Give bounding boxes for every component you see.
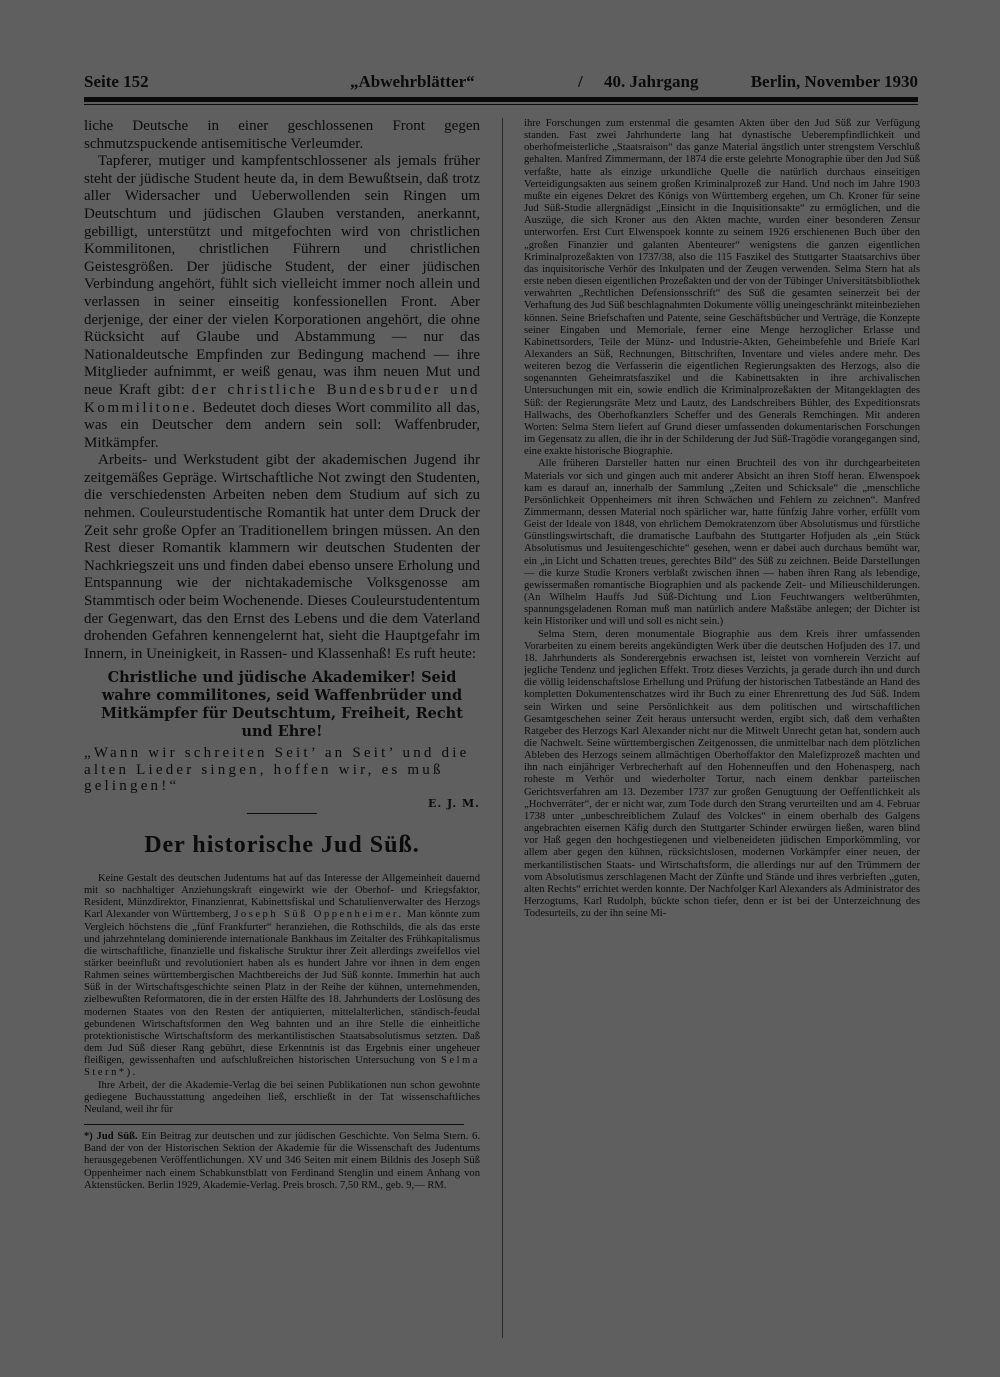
volume: 40. Jahrgang xyxy=(604,72,699,91)
journal-title: „Abwehrblätter“ xyxy=(350,72,475,91)
paragraph-text: Man könnte zum Vergleich höchstens die „fünf Frankfurter“ heranziehen, die Rothschilds, die als das erste und jahrzehntelang dominierende internationale Bankhaus im Zeitalter des Frühkapitalismus die wirtschaftliche, finanzielle und fiskalische Struktur ihrer Zeit allerdings zweifellos viel stärker beeinflußt und revolutioniert haben als es hundert Jahre vor ihnen in dem engen Rahmen seines württembergischen Machtbereichs der Jud Süß konnte. Immerhin hat auch Süß in der Wirtschaftsgeschichte seinen Platz in der Reihe der kühnen, unternehmenden, zielbewußten Reformatoren, die in der ersten Hälfte des 18. Jahrhunderts der Loslösung des modernen Staates von den Resten der antiquierten, mittelalterlichen, ständisch-feudal gebundenen Wirtschaftsformen den Weg bahnten und an ihre Stelle die einheitliche protektionistische Wirtschaftsform des merkantilistischen Staatsabsolutismus setzten. Daß dem Jud Süß dieser Rang gebührt, diese Erkenntnis ist das Ergebnis einer ungeheuer fleißigen, gewissenhaften und aufschlußreichen historischen Untersuchung von xyxy=(84,909,480,1067)
author-signature: E. J. M. xyxy=(427,796,480,810)
paragraph: Alle früheren Darsteller hatten nur einen Bruchteil des von ihr durchgearbeiteten Materials vor sich und gingen auch mit anderer Absicht an ihren Stoff heran. Elwenspoek kam es darauf an, innerhalb der Sammlung „Zeiten und Schicksale“ die „menschliche Persönlichkeit Oppenheimers mit ihren Schwächen und Fehlern zu zeichnen“. Manfred Zimmermann, dessen Material noch spärlicher war, hatte fünfzig Jahre vorher, erfüllt vom Geist der Ideale von 1848, von ehrlichem Demokratenzorn über Absolutismus und fürstliche Günstlingswirtschaft, die dramatische Laufbahn des Stuttgarter Hofjuden als „ein Stück Absolutismus und Jesuitengeschichte“ gesehen, wenn er dabei auch durchaus bemüht war, ein „in Licht und Schatten treues, gerechtes Bild“ des Süß zu zeichnen. Beide Darstellungen — die kurze Studie Kroners verblaßt zwischen ihnen — haben ihren Rang als lebendige, gewissermaßen romantische Biographien und als packende Zeit- und Milieuschilderungen. (An Wilhelm Hauffs Jud Süß-Dichtung und Lion Feuchtwangers weltberühmten, spannungsgeladenen Roman muß man natürlich andere Maßstäbe anlegen; der Dichter ist kein Historiker und will und soll es nicht sein.) xyxy=(524,458,920,628)
header-rule-thin xyxy=(84,104,918,105)
page-number: Seite 152 xyxy=(84,72,149,91)
footnote-rule xyxy=(84,1124,464,1125)
emphasized-name: Selma Stern*). xyxy=(84,1055,480,1079)
header-rule xyxy=(84,97,918,102)
paragraph: Ihre Arbeit, der die Akademie-Verlag die bei seinen Publikationen nun schon gewohnte gediegene Buchausstattung angedeihen ließ, erschließt in der Tat wissenschaftliches Neuland, weil ihr für xyxy=(84,1079,480,1115)
paragraph: Selma Stern, deren monumentale Biographie aus dem Kreis ihrer umfassenden Vorarbeiten zu einem bereits angekündigten Werk über die deutschen Hofjuden des 17. und 18. Jahrhunderts als Sonderergebnis erwachsen ist, leistet von vornherein Verzicht auf jegliche Tendenz und jeglichen Effekt. Trotz dieses Verzichts, ja gerade durch ihn und durch die völlig leidenschaftslose Erhellung und Prüfung der historischen Tatbestände an Hand des kompletten Dokumentenschatzes wird ihr Buch zu einer Ehrenrettung des Jud Süß. Indem sein Wirken und seine Persönlichkeit aus dem politischen und wirtschaftlichen Gesamtgeschehen seiner Zeit heraus untersucht werden, ergibt sich, daß dem verhaßten Ratgeber des Herzogs Karl Alexander nicht nur die Mitwelt Unrecht getan hat, sondern auch die Nachwelt. Seine württembergischen Zeitgenossen, die unmittelbar nach dem plötzlichen Ableben des Herzogs seinem allmächtigen Oberhoffaktor den Malefizprozeß machten und ihn nach einjähriger Verbrecherhaft auf den Hohenneuffen und den Hohenasperg, nach roheste m Verhör und wiederholter Tortur, nach einem denkbar parteiischen Gerichtsverfahren am 13. Dezember 1737 zur großen Genugtuung der Oeffentlichkeit als „Hochverräter“, der er nicht war, zum Tode durch den Strang verurteilten und am 4. Februar 1738 unter „unbeschreiblichem Zulauf des Volckes“ in einem oberhalb des Galgens angebrachten eisernen Käfig durch den Stuttgarter Schinder erwürgen ließen, waren blind vor Haß gegen den hochgestiegenen und vielbeneideten jüdischen Emporkömmling, vor allem aber gegen den kühnen, rücksichtslosen, modernen Vorkämpfer einer neuen, der merkantilistischen Staats- und Wirtschaftsform, die allerdings nur auf den Trümmern der vom Absolutismus zerschlagenen Macht der Zünfte und Stände und ihres verbrieften „guten, alten Rechts“ errichtet werden konnte. Der Nachfolger Karl Alexanders als Administrator des Herzogtums, Karl Rudolph, bückte schon tiefer, denn er ist bei der Unterzeichnung des Todesurteils, zu der ihn seine Mi- xyxy=(524,628,920,920)
footnote xyxy=(84,1131,480,1192)
emphasized-name: Joseph Süß Oppenheimer. xyxy=(234,909,404,921)
paragraph-text: Bedeutet doch dieses Wort commilito all das, was ein Deutscher dem andern sein soll: Waffenbruder, Mitkämpfer. xyxy=(84,399,480,451)
paragraph: liche Deutsche in einer geschlossenen Front gegen schmutzspuckende antisemitische Verleumder. xyxy=(84,118,480,152)
callout-text: Christliche und jüdische Akademiker! Seid wahre commilitones, seid Waffenbrüder und Mitkämpfer für Deutschtum, Freiheit, Recht und Ehre! xyxy=(101,669,463,741)
paragraph: Arbeits- und Werkstudent gibt der akademischen Jugend ihr zeitgemäßes Gepräge. Wirtschaftliche Not zwingt den Studenten, die verschiedensten Arbeiten neben dem Studium auf sich zu nehmen. Couleurstudentische Romantik hat unter dem Druck der Zeit sehr große Opfer an Traditionellem bringen müssen. An den Rest dieser Romantik klammern wir deutschen Studenten der Nachkriegszeit uns und finden dabei ebenso unsere Erholung und Entspannung wie der nichtakademische Volksgenosse am Stammtisch oder beim Wochenende. Dieses Couleurstudententum der Gegenwart, das den Ernst des Lebens und die dem Vaterland drohenden Gefahren kennengelernt hat, sieht die Hauptgefahr im Innern, in Uneinigkeit, in Rassen- und Klassenhaß! Es ruft heute: xyxy=(84,452,480,662)
right-column xyxy=(524,118,920,1338)
poem-quote: „Wann wir schreiten Seit’ an Seit’ und die alten Lieder singen, hoffen wir, es muß gelingen!“ xyxy=(84,745,470,795)
place-date: Berlin, November 1930 xyxy=(750,72,918,91)
paragraph xyxy=(84,873,480,1080)
emphasized-text: der christliche Bundesbruder und Kommilitone. xyxy=(84,381,480,416)
column-divider xyxy=(502,118,503,1338)
section-title: Der historische Jud Süß. xyxy=(144,831,420,858)
paragraph: ihre Forschungen zum erstenmal die gesamten Akten über den Jud Süß zur Verfügung standen. Fast zwei Jahrhunderte lang hat dynastische Ueberempfindlichkeit und oberhofmeisterliche „Staatsraison“ das ganze Material ängstlich unter strengstem Verschluß gehalten. Manfred Zimmermann, der 1874 die erste gelehrte Monographie über den Jud Süß verfaßte, hatte als einzige urkundliche Quelle die natürlich durchaus einseitigen Verteidigungsakten aus seinem großen Kriminalprozeß zur Hand. Und noch im Jahre 1903 mußte ein eigenes Dekret des Königs von Württemberg ergehen, um Ch. Kroner für seine Jud Süß-Studie allergnädigst „Einsicht in die Inquisitionsakte“ zu ermöglichen, und die Auszüge, die sich Kroner aus den Akten machte, wurden einer besonderen Zensur unterworfen. Erst Curt Elwenspoek konnte zu seinem 1926 erschienenen Buch über den „großen Finanzier und galanten Abenteurer“ wenigstens die ganzen eigentlichen Kriminalprozeßakten von 1737/38, also die 115 Faszikel des Stuttgarter Staatsarchivs über das inquisitorische Verhör des Inkulpaten und der Zeugen verwenden. Selma Stern hat als erste neben diesen eigentlichen Prozeßakten und der von der Tübinger Universitätsbibliothek verwahrten „Rechtlichen Defensionsschrift“ des Süß die gesamten seinerzeit bei der Verhaftung des Jud Süß beschlagnahmten Dokumente völlig uneingeschränkt miteinbeziehen können. Seine Briefschaften und Patente, seine Geschäftsbücher und Verträge, die Konzepte seiner Eingaben und Memoriale, ferner eine Menge herzoglicher Erlasse und Kabinettsorders, Teile der Münz- und Industrie-Akten, Geheimbefehle und Briefe Karl Alexanders an Süß, Rechnungen, Bittschriften, Inventare und vieles andere mehr. Des weiteren bezog die Verfasserin die eigentlichen Regierungsakten des Herzogs, also die sogenannten Geheimratsfaszikel und die Kabinettsakten in ihre archivalischen Untersuchungen mit ein, sowie endlich die Kriminalprozeßakten der Mitangeklagten des Süß: der Regierungsräte Metz und Lautz, des Landschreibers Bühler, des Expeditionsrats Hallwachs, des Oberhofkanzlers Scheffer und des Generals Remchingen. Mit anderen Worten: Selma Stern liefert auf Grund dieser umfassenden dokumentarischen Forschungen im Gegensatz zu allen, die ihr in der Schilderung der Jud Süß-Tragödie vorangegangen sind, eine exakte historische Biographie. xyxy=(524,118,920,458)
paragraph xyxy=(84,153,480,452)
paragraph-text: Tapferer, mutiger und kampfentschlossener als jemals früher steht der jüdische Student heute da, in dem Bewußtsein, daß trotz aller Widersacher und Ueberwollenden sein Ringen um Deutschtum und jüdischen Glauben verstanden, anerkannt, gebilligt, unterstützt und mitgefochten wird von christlichen Kommilitonen, christlichen Führern und christlichen Geistesgrößen. Der jüdische Student, der einer jüdischen Verbindung angehört, fühlt sich vielleicht immer noch allein und verlassen in seiner einseitig konfessionellen Front. Aber derjenige, der einer der vielen Korporationen angehört, die ohne Rücksicht auf Glaube und Abstammung — nur das Nationaldeutsche Empfinden zur Bedingung machend — ihre Mitglieder aufnimmt, er weiß genau, was ihm neuen Mut und neue Kraft gibt: xyxy=(84,153,480,398)
footnote-text: Ein Beitrag zur deutschen und zur jüdischen Geschichte. Von Selma Stern. 6. Band der von der Historischen Sektion der Akademie für die Wissenschaft des Judentums herausgegebenen Veröffentlichungen. XV und 346 Seiten mit einem Bildnis des Joseph Süß Oppenheimer nach einem Schabkunstblatt von Ferdinand Stenglin und einem Anhang von Aktenstücken. Berlin 1929, Akademie-Verlag. Preis brosch. 7,50 RM., geb. 9,— RM. xyxy=(84,1131,480,1191)
left-column xyxy=(84,118,480,1338)
footnote-marker: *) Jud Süß. xyxy=(84,1131,138,1143)
paragraph-text: Keine Gestalt des deutschen Judentums hat auf das Interesse der Allgemeinheit dauernd mit so nachhaltiger Anziehungskraft eingewirkt wie der Oberhof- und Kriegsfaktor, Resident, Münzdirektor, Finanzienrat, Kabinettsfiskal und Schatulienverwalter des Herzogs Karl Alexander von Württemberg, xyxy=(84,872,480,921)
page-header xyxy=(84,72,918,96)
header-separator: / xyxy=(578,72,583,91)
section-divider xyxy=(247,813,317,814)
